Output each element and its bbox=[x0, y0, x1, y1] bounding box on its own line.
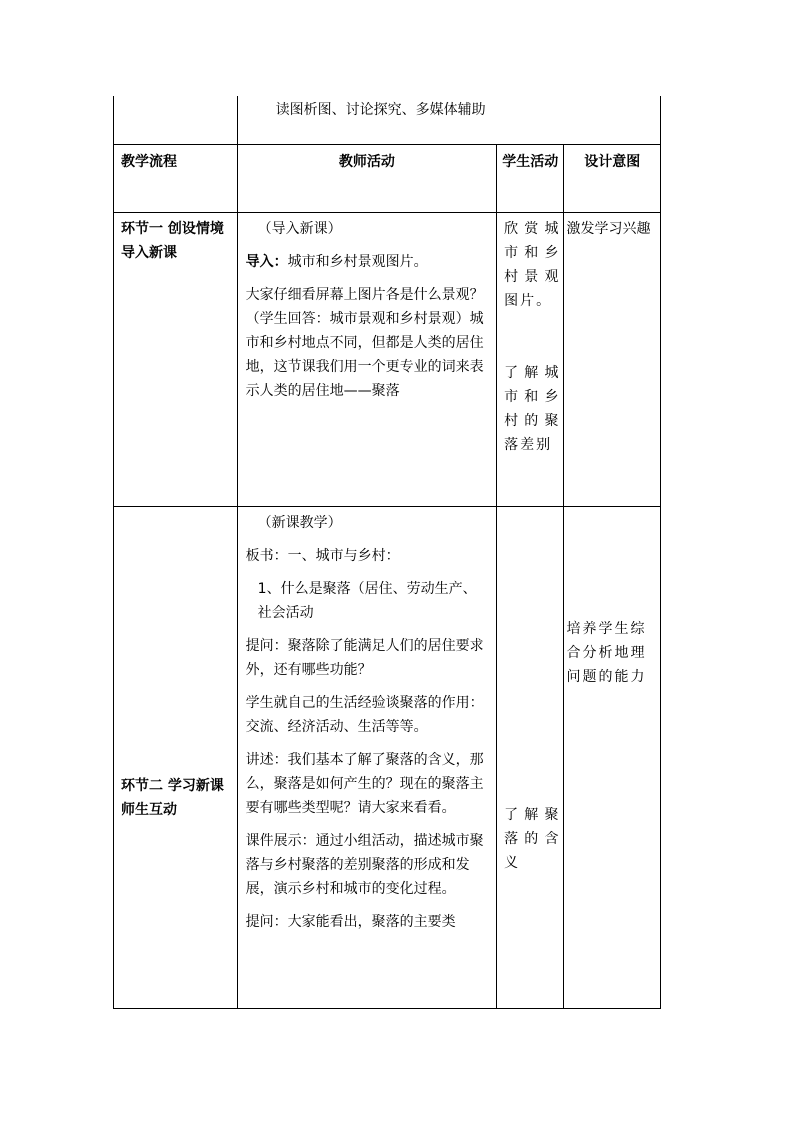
stage1-teacher-p2 bbox=[238, 250, 496, 274]
stage1-label: 环节一 创设情境 导入新课 bbox=[114, 213, 238, 507]
header-student: 学生活动 bbox=[497, 145, 564, 213]
stage2-row bbox=[114, 507, 661, 1009]
methods-cell bbox=[237, 96, 660, 145]
stage2-teacher-p3: 1、什么是聚落（居住、劳动生产、社会活动 bbox=[257, 581, 477, 621]
stage1-design: 激发学习兴趣 bbox=[566, 221, 651, 237]
stage2-design: 培养学生综合分析地理问题的能力 bbox=[566, 621, 647, 685]
lesson-plan-table bbox=[113, 96, 661, 1009]
methods-row bbox=[114, 96, 661, 145]
stage1-teacher-p2-lead: 导入： bbox=[245, 254, 288, 270]
stage2-teacher-p4: 提问：聚落除了能满足人们的居住要求外，还有哪些功能？ bbox=[245, 638, 484, 678]
header-design: 设计意图 bbox=[564, 145, 661, 213]
header-teacher: 教师活动 bbox=[237, 145, 496, 213]
stage1-teacher-p2-text: 城市和乡村景观图片。 bbox=[287, 254, 428, 270]
stage2-teacher-p1: （新课教学） bbox=[257, 515, 342, 531]
stage1-teacher-cell bbox=[237, 213, 496, 507]
stage2-student-a1: 了解聚落的含义 bbox=[504, 807, 561, 871]
stage1-student-a1: 欣赏城市和乡村景观图片。 bbox=[504, 221, 561, 309]
header-row bbox=[114, 145, 661, 213]
stage1-student-a2: 了解城市和乡村的聚落差别 bbox=[504, 365, 561, 453]
stage1-student-cell bbox=[497, 213, 564, 507]
stage2-teacher-p2: 板书：一、城市与乡村： bbox=[245, 548, 400, 564]
stage1-student-gap bbox=[504, 313, 560, 361]
stage2-label: 环节二 学习新课 师生互动 bbox=[114, 507, 238, 1009]
stage2-teacher-cell bbox=[237, 507, 496, 1009]
stage2-teacher-p8: 提问：大家能看出，聚落的主要类 bbox=[245, 914, 456, 930]
stage1-row bbox=[114, 213, 661, 507]
stage2-teacher-p7: 课件展示：通过小组活动，描述城市聚落与乡村聚落的差别聚落的形成和发展，演示乡村和城市的变化过程。 bbox=[245, 833, 484, 897]
stage1-teacher-p3: 大家仔细看屏幕上图片各是什么景观？（学生回答：城市景观和乡村景观）城市和乡村地点不同，但都是人类的居住地，这节课我们用一个更专业的词来表示人类的居住地——聚落 bbox=[245, 287, 484, 399]
stage2-design-cell bbox=[564, 507, 661, 1009]
methods-text: 读图析图、讨论探究、多媒体辅助 bbox=[275, 102, 486, 118]
stage1-teacher-p1: （导入新课） bbox=[257, 221, 342, 237]
stage2-teacher-p6: 讲述：我们基本了解了聚落的含义，那么，聚落是如何产生的？现在的聚落主要有哪些类型呢？请大家来看看。 bbox=[245, 752, 484, 816]
stage2-teacher-p5: 学生就自己的生活经验谈聚落的作用：交流、经济活动、生活等等。 bbox=[245, 695, 484, 735]
header-flow: 教学流程 bbox=[114, 145, 238, 213]
stage1-design-cell bbox=[564, 213, 661, 507]
stage2-student-cell bbox=[497, 507, 564, 1009]
methods-label-cell bbox=[114, 96, 238, 145]
